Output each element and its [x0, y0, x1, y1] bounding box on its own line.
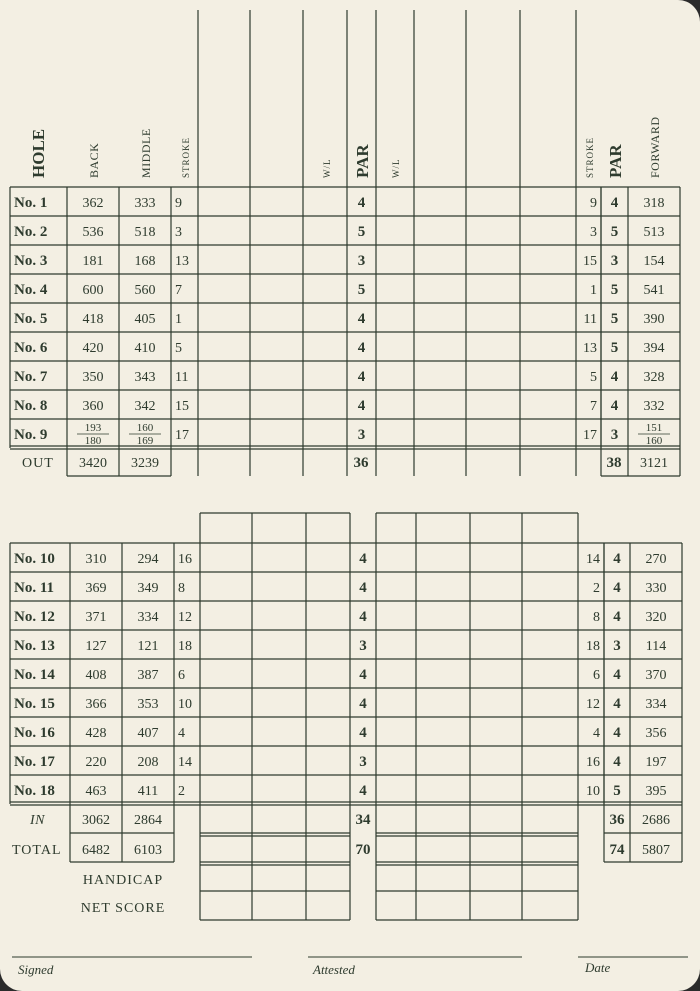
par-value: 4 [357, 398, 366, 414]
stroke-index: 11 [175, 370, 189, 385]
back-yardage: 428 [85, 726, 107, 741]
forward-yardage: 151 [645, 422, 663, 434]
par-value-forward: 4 [613, 551, 621, 567]
forward-yardage: 318 [643, 196, 665, 211]
out-back: 3420 [79, 456, 107, 471]
forward-yardage: 328 [643, 370, 665, 385]
par-value: 4 [359, 783, 367, 799]
stroke-index: 8 [178, 581, 185, 596]
net-score-label: NET SCORE [80, 901, 166, 916]
stroke-index: 9 [175, 196, 182, 211]
out-label: OUT [22, 456, 54, 471]
par-value: 3 [357, 253, 366, 269]
par-value-forward: 4 [610, 369, 619, 385]
par-value: 4 [359, 725, 367, 741]
stroke-index: 12 [178, 610, 192, 625]
forward-yardage: 356 [645, 726, 667, 741]
hole-label: No. 2 [14, 224, 48, 240]
stroke-index-forward: 14 [586, 552, 600, 567]
back-yardage: 360 [82, 399, 104, 414]
forward-yardage: 390 [643, 312, 665, 327]
hole-label: No. 6 [14, 340, 48, 356]
par-value-forward: 4 [613, 580, 621, 596]
stroke-index-forward: 11 [583, 312, 597, 327]
back-yardage: 463 [85, 784, 107, 799]
out-par-forward: 38 [606, 455, 622, 471]
out-par: 36 [353, 455, 369, 471]
out-middle: 3239 [131, 456, 159, 471]
par-value-forward: 3 [610, 427, 619, 443]
out-forward: 3121 [640, 456, 668, 471]
header-hole: HOLE [29, 128, 48, 178]
par-value-forward: 4 [613, 609, 621, 625]
forward-yardage: 332 [643, 399, 665, 414]
back-yardage: 420 [82, 341, 104, 356]
forward-yardage: 513 [643, 225, 665, 240]
stroke-index-forward: 2 [593, 581, 600, 596]
par-value: 3 [359, 754, 367, 770]
middle-yardage: 121 [137, 639, 159, 654]
stroke-index-forward: 1 [590, 283, 597, 298]
par-value: 4 [359, 609, 367, 625]
stroke-index-forward: 7 [590, 399, 597, 414]
par-value-forward: 4 [613, 725, 621, 741]
par-value: 4 [357, 340, 366, 356]
middle-yardage: 411 [137, 784, 159, 799]
in-par: 34 [355, 812, 371, 828]
stroke-index-forward: 5 [590, 370, 597, 385]
stroke-index: 7 [175, 283, 182, 298]
hole-label: No. 4 [14, 282, 48, 298]
par-value-forward: 5 [610, 224, 619, 240]
hole-label: No. 7 [14, 369, 48, 385]
hole-label: No. 1 [14, 195, 48, 211]
par-value: 3 [357, 427, 366, 443]
header-par: PAR [353, 144, 372, 178]
back-yardage-alt: 180 [84, 435, 102, 447]
header-back: BACK [87, 142, 101, 178]
stroke-index: 5 [175, 341, 182, 356]
par-value: 4 [357, 195, 366, 211]
hole-label: No. 12 [14, 609, 55, 625]
stroke-index: 1 [175, 312, 182, 327]
in-par-forward: 36 [609, 812, 625, 828]
par-value: 5 [357, 224, 366, 240]
back-yardage: 220 [85, 755, 107, 770]
stroke-index: 14 [178, 755, 192, 770]
total-forward: 5807 [642, 843, 670, 858]
par-value: 4 [359, 551, 367, 567]
middle-yardage: 349 [137, 581, 159, 596]
back-yardage: 350 [82, 370, 104, 385]
total-middle: 6103 [134, 843, 162, 858]
header-forward: FORWARD [648, 116, 662, 178]
middle-yardage: 405 [134, 312, 156, 327]
back-yardage: 369 [85, 581, 107, 596]
par-value-forward: 5 [613, 783, 621, 799]
back-yardage: 310 [85, 552, 107, 567]
forward-yardage: 114 [645, 639, 667, 654]
hole-label: No. 15 [14, 696, 55, 712]
stroke-index: 10 [178, 697, 192, 712]
middle-yardage: 160 [136, 422, 154, 434]
back-yardage: 600 [82, 283, 104, 298]
par-value-forward: 4 [613, 696, 621, 712]
middle-yardage-alt: 169 [136, 435, 154, 447]
stroke-index-forward: 12 [586, 697, 600, 712]
par-value-forward: 4 [610, 398, 619, 414]
middle-yardage: 353 [137, 697, 159, 712]
in-middle: 2864 [134, 813, 162, 828]
back-yardage: 371 [85, 610, 107, 625]
forward-yardage: 330 [645, 581, 667, 596]
back-yardage: 418 [82, 312, 104, 327]
header-stroke: STROKE [181, 136, 191, 178]
hole-label: No. 3 [14, 253, 48, 269]
forward-yardage: 370 [645, 668, 667, 683]
in-label: IN [30, 813, 45, 828]
forward-yardage: 154 [643, 254, 665, 269]
stroke-index: 3 [175, 225, 182, 240]
par-value-forward: 3 [613, 638, 621, 654]
stroke-index-forward: 13 [583, 341, 597, 356]
middle-yardage: 387 [137, 668, 159, 683]
handicap-label: HANDICAP [82, 873, 164, 888]
hole-label: No. 18 [14, 783, 55, 799]
par-value: 4 [359, 580, 367, 596]
stroke-index: 15 [175, 399, 189, 414]
stroke-index: 16 [178, 552, 192, 567]
forward-yardage: 320 [645, 610, 667, 625]
middle-yardage: 560 [134, 283, 156, 298]
hole-label: No. 10 [14, 551, 55, 567]
header-wl-right: W/L [391, 158, 401, 178]
par-value-forward: 5 [610, 340, 619, 356]
middle-yardage: 334 [137, 610, 159, 625]
back-yardage: 408 [85, 668, 107, 683]
hole-label: No. 11 [14, 580, 55, 596]
par-value-forward: 5 [610, 311, 619, 327]
stroke-index-forward: 6 [593, 668, 600, 683]
back-yardage: 181 [82, 254, 104, 269]
hole-label: No. 5 [14, 311, 48, 327]
back-yardage: 193 [84, 422, 102, 434]
stroke-index: 18 [178, 639, 192, 654]
par-value: 4 [359, 696, 367, 712]
middle-yardage: 294 [137, 552, 159, 567]
hole-label: No. 17 [14, 754, 55, 770]
hole-label: No. 16 [14, 725, 55, 741]
stroke-index-forward: 10 [586, 784, 600, 799]
header-stroke-right: STROKE [585, 136, 595, 178]
par-value-forward: 4 [613, 754, 621, 770]
stroke-index: 13 [175, 254, 189, 269]
header-par-right: PAR [606, 144, 625, 178]
middle-yardage: 518 [134, 225, 156, 240]
date-label: Date [585, 960, 611, 975]
hole-label: No. 9 [14, 427, 48, 443]
stroke-index: 6 [178, 668, 185, 683]
stroke-index-forward: 4 [593, 726, 600, 741]
stroke-index-forward: 3 [590, 225, 597, 240]
middle-yardage: 168 [134, 254, 156, 269]
par-value-forward: 4 [613, 667, 621, 683]
total-label: TOTAL [12, 843, 62, 858]
stroke-index-forward: 17 [583, 428, 597, 443]
middle-yardage: 410 [134, 341, 156, 356]
par-value: 4 [357, 369, 366, 385]
total-back: 6482 [82, 843, 110, 858]
forward-yardage: 197 [645, 755, 667, 770]
forward-yardage: 270 [645, 552, 667, 567]
back-yardage: 362 [82, 196, 104, 211]
forward-yardage: 541 [643, 283, 665, 298]
middle-yardage: 407 [137, 726, 159, 741]
par-value: 4 [359, 667, 367, 683]
forward-yardage: 334 [645, 697, 667, 712]
back-yardage: 127 [85, 639, 107, 654]
back-yardage: 536 [82, 225, 104, 240]
forward-yardage: 395 [645, 784, 667, 799]
middle-yardage: 343 [134, 370, 156, 385]
stroke-index-forward: 15 [583, 254, 597, 269]
par-value: 5 [357, 282, 366, 298]
par-value-forward: 5 [610, 282, 619, 298]
middle-yardage: 208 [137, 755, 159, 770]
middle-yardage: 342 [134, 399, 156, 414]
header-middle: MIDDLE [139, 128, 153, 178]
forward-yardage-alt: 160 [645, 435, 663, 447]
middle-yardage: 333 [134, 196, 156, 211]
stroke-index: 17 [175, 428, 189, 443]
total-par-forward: 74 [609, 842, 625, 858]
in-back: 3062 [82, 813, 110, 828]
header-wl-left: W/L [322, 158, 332, 178]
attested-label: Attested [313, 962, 355, 977]
hole-label: No. 14 [14, 667, 55, 683]
stroke-index-forward: 18 [586, 639, 600, 654]
stroke-index-forward: 16 [586, 755, 600, 770]
par-value-forward: 4 [610, 195, 619, 211]
back-yardage: 366 [85, 697, 107, 712]
par-value: 3 [359, 638, 367, 654]
stroke-index-forward: 9 [590, 196, 597, 211]
in-forward: 2686 [642, 813, 670, 828]
hole-label: No. 13 [14, 638, 55, 654]
stroke-index: 4 [178, 726, 185, 741]
stroke-index: 2 [178, 784, 185, 799]
signed-label: Signed [18, 962, 54, 977]
par-value-forward: 3 [610, 253, 619, 269]
par-value: 4 [357, 311, 366, 327]
stroke-index-forward: 8 [593, 610, 600, 625]
forward-yardage: 394 [643, 341, 665, 356]
hole-label: No. 8 [14, 398, 48, 414]
total-par: 70 [355, 842, 371, 858]
